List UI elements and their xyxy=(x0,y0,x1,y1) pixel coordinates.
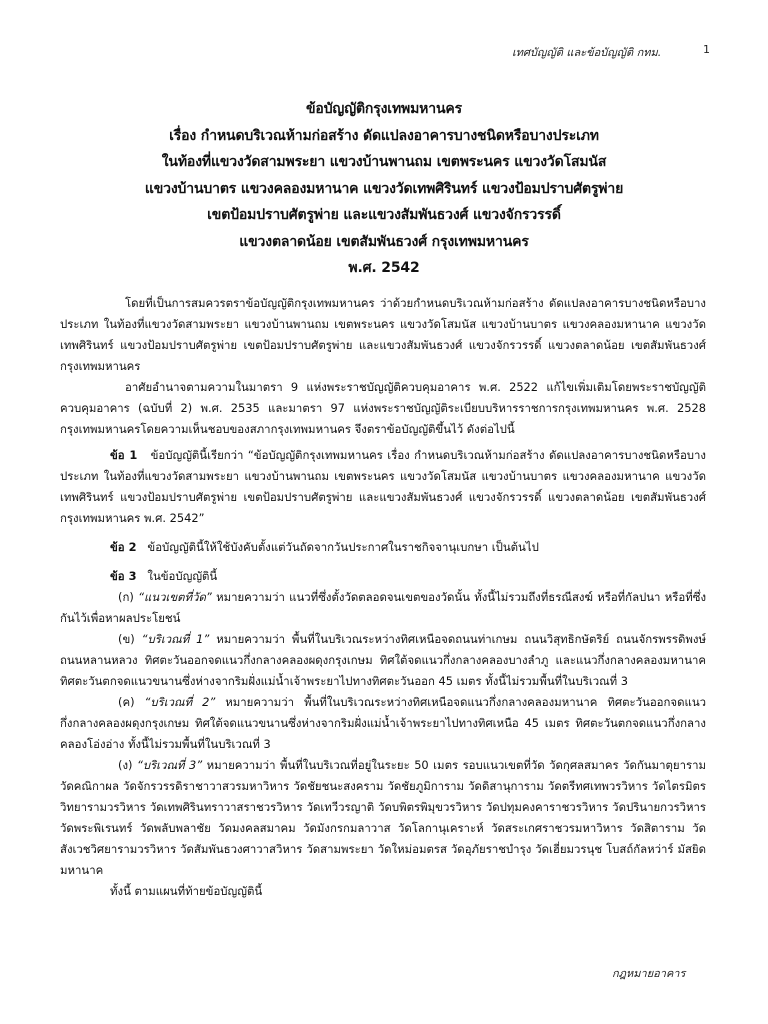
section-number: ข้อ 3 xyxy=(110,569,137,583)
defined-term: “บริเวณที่ 2” xyxy=(144,695,216,709)
definition-text: หมายความว่า แนวที่ซึ่งตั้งวัดตลอดจนเขตของวัดนั้น ทั้งนี้ไม่รวมถึงที่ธรณีสงฆ์ หรือที่กัลปนา หรือที่ซึ่งกันไว้เพื่อหาผลประโยชน์ xyxy=(60,590,707,625)
definition-text: หมายความว่า พื้นที่ในบริเวณระหว่างทิศเหนือจดแนวกึ่งกลางคลองมหานาค ทิศตะวันออกจดแนวกึ่งกลางคลองผดุงกรุงเกษม ทิศใต้จดแนวขนานซึ่งห่างจากริมฝั่งแม่น้ำเจ้าพระยาไปทางทิศเหนือ 45 เมตร ทิศตะวันตกจดแนวกึ่งกลางคลองโอ่งอ่าง ทั้งนี้ไม่รวมพื้นที่ในบริเวณที่ 3 xyxy=(60,695,707,751)
preamble-paragraph: โดยที่เป็นการสมควรตราข้อบัญญัติกรุงเทพมหานคร ว่าด้วยกำหนดบริเวณห้ามก่อสร้าง ดัดแปลงอาคารบางชนิดหรือบางประเภท ในท้องที่แขวงวัดสามพระยา แขวงบ้านพานถม เขตพระนคร แขวงวัดโสมนัส แขวงบ้านบาตร แขวงคลองมหานาค แขวงวัดเทพศิรินทร์ แขวงป้อมปราบศัตรูพ่าย เขตป้อมปราบศัตรูพ่าย และแขวงสัมพันธวงศ์ แขวงจักรวรรดิ์ แขวงตลาดน้อย เขตสัมพันธวงศ์ กรุงเทพมหานคร xyxy=(60,296,706,373)
title-line: แขวงบ้านบาตร แขวงคลองมหานาค แขวงวัดเทพศิรินทร์ แขวงป้อมปราบศัตรูพ่าย xyxy=(144,180,624,197)
definition-text: หมายความว่า พื้นที่ในบริเวณระหว่างทิศเหนือจดถนนท่าเกษม ถนนวิสุทธิกษัตริย์ ถนนจักรพรรดิพงษ์ ถนนหลานหลวง ทิศตะวันออกจดแนวกึ่งกลางคลองผดุงกรุงเกษม ทิศใต้จดแนวกึ่งกลางคลองบางลำภู และแนวกึ่งกลางคลองมหานาค ทิศตะวันตกจดแนวขนานซึ่งห่างจากริมฝั่งแม่น้ำเจ้าพระยาไปทางทิศตะวันออก 45 เมตร ทั้งนี้ไม่รวมพื้นที่ในบริเวณที่ 3 xyxy=(60,632,707,688)
closing-line: ทั้งนี้ ตามแผนที่ท้ายข้อบัญญัตินี้ xyxy=(110,884,263,898)
clause-marker: (ง) xyxy=(118,758,137,772)
document-body xyxy=(60,293,706,902)
section-text: ในข้อบัญญัตินี้ xyxy=(147,569,218,583)
title-line: ในท้องที่แขวงวัดสามพระยา แขวงบ้านพานถม เขตพระนคร แขวงวัดโสมนัส xyxy=(161,154,607,170)
section-number: ข้อ 1 xyxy=(110,448,138,462)
defined-term: “บริเวณที่ 3” xyxy=(136,758,203,772)
defined-term: “บริเวณที่ 1” xyxy=(141,632,210,646)
clause-marker: (ค) xyxy=(118,695,145,709)
title-block xyxy=(100,96,668,282)
defined-term: “แนวเขตที่วัด” xyxy=(138,590,212,604)
title-line: เรื่อง กำหนดบริเวณห้ามก่อสร้าง ดัดแปลงอาคารบางชนิดหรือบางประเภท xyxy=(169,127,599,144)
page-number: 1 xyxy=(703,43,710,56)
running-header xyxy=(512,43,710,61)
title-year: พ.ศ. 2542 xyxy=(348,260,420,276)
section-1 xyxy=(60,445,706,529)
title-line: แขวงตลาดน้อย เขตสัมพันธวงศ์ กรุงเทพมหานคร xyxy=(239,233,529,250)
section-2 xyxy=(60,537,706,558)
section-text: ข้อบัญญัตินี้ให้ใช้บังคับตั้งแต่วันถัดจากวันประกาศในราชกิจจานุเบกษา เป็นต้นไป xyxy=(147,540,539,554)
section-text: ข้อบัญญัตินี้เรียกว่า “ข้อบัญญัติกรุงเทพมหานคร เรื่อง กำหนดบริเวณห้ามก่อสร้าง ดัดแปลงอาคารบางชนิดหรือบางประเภท ในท้องที่แขวงวัดสามพระยา แขวงบ้านพานถม เขตพระนคร แขวงวัดโสมนัส แขวงบ้านบาตร แขวงคลองมหานาค แขวงวัดเทพศิรินทร์ แขวงป้อมปราบศัตรูพ่าย เขตป้อมปราบศัตรูพ่าย และแขวงสัมพันธวงศ์ แขวงจักรวรรดิ์ แขวงตลาดน้อย เขตสัมพันธวงศ์ กรุงเทพมหานคร พ.ศ. 2542” xyxy=(60,448,706,525)
document-title: ข้อบัญญัติกรุงเทพมหานคร xyxy=(306,101,462,117)
definition-c xyxy=(60,692,706,755)
definition-b xyxy=(60,629,706,692)
preamble-paragraph: อาศัยอำนาจตามความในมาตรา 9 แห่งพระราชบัญญัติควบคุมอาคาร พ.ศ. 2522 แก้ไขเพิ่มเติมโดยพระราชบัญญัติควบคุมอาคาร (ฉบับที่ 2) พ.ศ. 2535 และมาตรา 97 แห่งพระราชบัญญัติระเบียบบริหารราชการกรุงเทพมหานคร พ.ศ. 2528 กรุงเทพมหานครโดยความเห็นชอบของสภากรุงเทพมหานคร จึงตราข้อบัญญัติขึ้นไว้ ดังต่อไปนี้ xyxy=(60,380,706,436)
running-title: เทศบัญญัติ และข้อบัญญัติ กทม. xyxy=(512,46,662,59)
definition-text: หมายความว่า พื้นที่ในบริเวณที่อยู่ในระยะ 50 เมตร รอบแนวเขตที่วัด วัดกุศลสมาคร วัดกันมาตุยาราม วัดคณิกาผล วัดจักรวรรดิราชาวาสวรมหาวิหาร วัดชัยชนะสงคราม วัดชัยภูมิการาม วัดดิสานุการาม วัดตรีทศเทพวรวิหาร วัดไตรมิตรวิทยารามวรวิหาร วัดเทพศิรินทราวาสราชวรวิหาร วัดเทวีวรญาติ วัดบพิตรพิมุขวรวิหาร วัดปทุมคงคาราชวรวิหาร วัดปรินายกวรวิหาร วัดพระพิเรนทร์ วัดพลับพลาชัย วัดมงคลสมาคม วัดมังกรกมลาวาส วัดโลกานุเคราะห์ วัดสระเกศราชวรมหาวิหาร วัดสิตาราม วัดสังเวชวิศยารามวรวิหาร วัดสัมพันธวงศาวาสวิหาร วัดสามพระยา วัดใหม่อมตรส วัดอุภัยราชบำรุง วัดเฮี่ยมวรนุช โบสถ์กัลหว่าร์ มัสยิดมหานาค xyxy=(60,758,706,877)
section-3 xyxy=(60,566,706,587)
page-footer: กฎหมายอาคาร xyxy=(612,967,686,980)
definition-d xyxy=(60,755,706,881)
definition-a xyxy=(60,587,706,629)
clause-marker: (ข) xyxy=(118,632,142,646)
title-line: เขตป้อมปราบศัตรูพ่าย และแขวงสัมพันธวงศ์ แขวงจักรวรรดิ์ xyxy=(207,207,561,223)
section-number: ข้อ 2 xyxy=(110,540,137,554)
clause-marker: (ก) xyxy=(118,590,139,604)
